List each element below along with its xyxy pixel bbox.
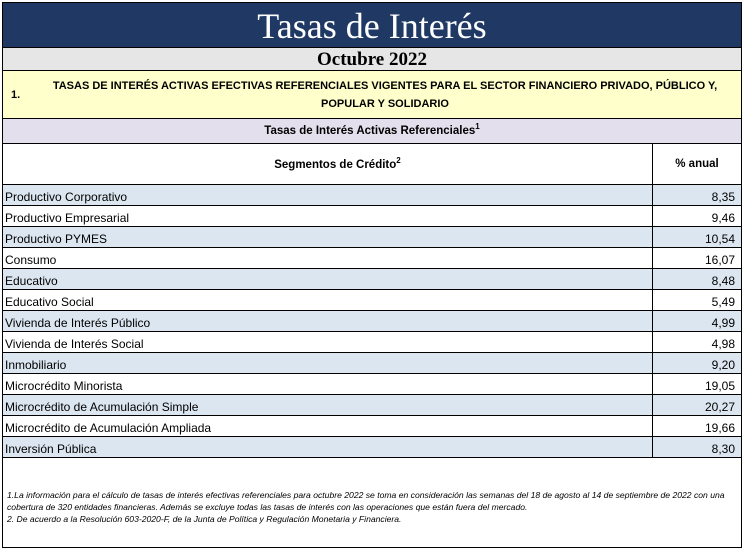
table-row bbox=[3, 206, 741, 227]
table-row bbox=[3, 395, 741, 416]
rate-cell: 9,20 bbox=[711, 358, 735, 372]
segment-cell: Educativo bbox=[3, 269, 653, 289]
segment-cell: Educativo Social bbox=[3, 290, 653, 310]
segment-cell: Productivo Empresarial bbox=[3, 206, 653, 226]
rate-cell: 10,54 bbox=[704, 232, 735, 246]
segment-cell: Productivo Corporativo bbox=[3, 185, 653, 205]
subheader-footnote-ref: 1 bbox=[475, 122, 480, 132]
rate-cell: 5,49 bbox=[711, 295, 735, 309]
table-row bbox=[3, 353, 741, 374]
segment-cell: Microcrédito de Acumulación Ampliada bbox=[3, 416, 653, 436]
section-number: 1. bbox=[11, 88, 21, 101]
rate-table-body bbox=[3, 185, 741, 458]
section-title: TASAS DE INTERÉS ACTIVAS EFECTIVAS REFERENCIALES VIGENTES PARA EL SECTOR FINANCIERO PRIVADO, PÚBLICO Y, POPULAR Y SOLIDARIO bbox=[52, 79, 718, 110]
table-row bbox=[3, 437, 741, 458]
footnote-1: 1.La información para el cálculo de tasas de interés efectivas referenciales para octubre 2022 se toma en consideración las semanas del 18 de agosto al 14 de septiembre de 2022 con una cobertura de 320 entidades financieras. Además se excluye todas las tasas de interés con las operaciones que están fuera del mercado. bbox=[7, 490, 725, 512]
subheader-text: Tasas de Interés Activas Referenciales bbox=[264, 125, 476, 137]
interest-rate-sheet bbox=[2, 2, 742, 548]
table-row bbox=[3, 290, 741, 311]
segment-footnote-ref: 2 bbox=[396, 156, 401, 166]
footnotes bbox=[3, 479, 741, 547]
rate-cell: 4,99 bbox=[711, 316, 735, 330]
segment-cell: Consumo bbox=[3, 248, 653, 268]
rate-cell: 19,05 bbox=[704, 379, 735, 393]
rate-cell: 9,46 bbox=[711, 211, 735, 225]
table-row bbox=[3, 311, 741, 332]
table-row bbox=[3, 248, 741, 269]
rate-cell: 8,35 bbox=[711, 190, 735, 204]
column-header-segment bbox=[3, 144, 653, 184]
table-row bbox=[3, 332, 741, 353]
rate-cell: 8,30 bbox=[711, 442, 735, 456]
section-heading bbox=[3, 71, 741, 119]
segment-cell: Microcrédito de Acumulación Simple bbox=[3, 395, 653, 415]
column-header-rate: % anual bbox=[675, 158, 719, 170]
segment-cell: Vivienda de Interés Social bbox=[3, 332, 653, 352]
rate-cell: 16,07 bbox=[704, 253, 735, 267]
segment-cell: Productivo PYMES bbox=[3, 227, 653, 247]
segment-cell: Vivienda de Interés Público bbox=[3, 311, 653, 331]
month-label: Octubre 2022 bbox=[3, 48, 741, 71]
footnote-2: 2. De acuerdo a la Resolución 603-2020-F, de la Junta de Política y Regulación Monetaria y Financiera. bbox=[7, 514, 402, 524]
segment-cell: Inversión Pública bbox=[3, 437, 653, 457]
table-row bbox=[3, 374, 741, 395]
table-row bbox=[3, 185, 741, 206]
rate-cell: 20,27 bbox=[704, 400, 735, 414]
table-row bbox=[3, 269, 741, 290]
table-column-headers bbox=[3, 144, 741, 185]
rate-cell: 4,98 bbox=[711, 337, 735, 351]
rate-cell: 8,48 bbox=[711, 274, 735, 288]
table-subheader bbox=[3, 119, 741, 144]
rate-cell: 19,66 bbox=[704, 421, 735, 435]
page-title: Tasas de Interés bbox=[3, 3, 741, 48]
column-header-segment-label: Segmentos de Crédito bbox=[274, 159, 397, 171]
segment-cell: Microcrédito Minorista bbox=[3, 374, 653, 394]
table-row bbox=[3, 416, 741, 437]
table-row bbox=[3, 227, 741, 248]
segment-cell: Inmobiliario bbox=[3, 353, 653, 373]
